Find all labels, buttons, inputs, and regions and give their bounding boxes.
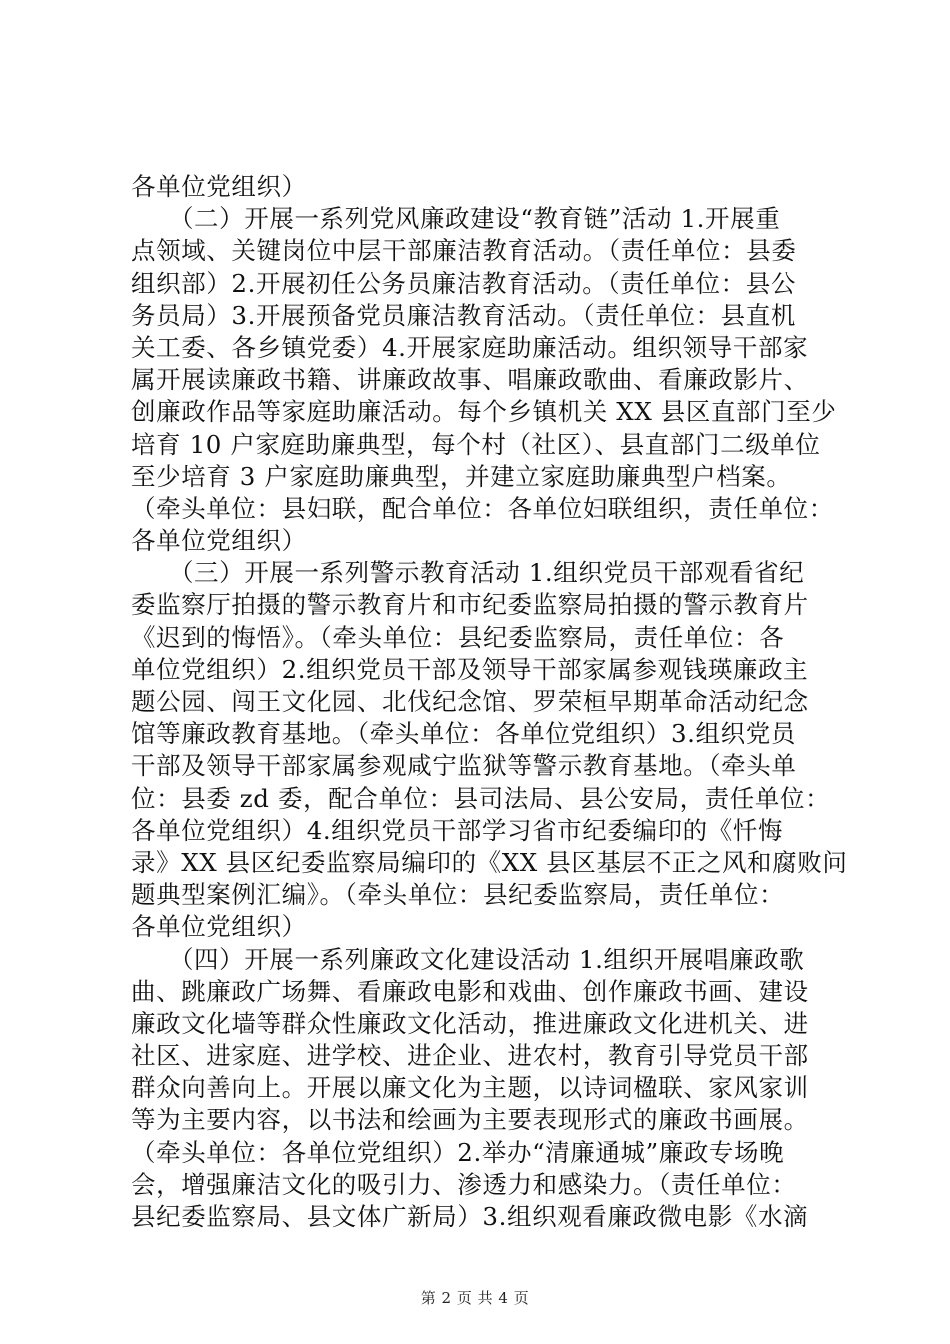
text-line: 会，增强廉洁文化的吸引力、渗透力和感染力。（责任单位： (131, 1169, 797, 1199)
text-line: 关工委、各乡镇党委）4.开展家庭助廉活动。组织领导干部家 (131, 332, 809, 362)
text-line: 各单位党组织） (131, 526, 307, 556)
text-line: 属开展读廉政书籍、讲廉政故事、唱廉政歌曲、看廉政影片、 (131, 365, 809, 395)
text-line: 单位党组织）2.组织党员干部及领导干部家属参观钱瑛廉政主 (131, 654, 809, 684)
text-line: 《迟到的悔悟》。（牵头单位：县纪委监察局，责任单位：各 (131, 622, 785, 652)
text-line: 题典型案例汇编》。（牵头单位：县纪委监察局，责任单位： (131, 880, 785, 910)
text-line: 务员局）3.开展预备党员廉洁教育活动。（责任单位：县直机 (131, 300, 796, 330)
text-line: 点领域、关键岗位中层干部廉洁教育活动。（责任单位：县委 (131, 236, 797, 266)
text-line: 社区、进家庭、进学校、进企业、进农村，教育引导党员干部 (131, 1041, 809, 1071)
text-line: （牵头单位：各单位党组织）2.举办“清廉通城”廉政专场晚 (131, 1137, 785, 1167)
text-line: 位：县委 zd 委，配合单位：县司法局、县公安局，责任单位： (131, 783, 831, 813)
text-line: 群众向善向上。开展以廉文化为主题，以诗词楹联、家风家训 (131, 1073, 809, 1103)
text-line: 创廉政作品等家庭助廉活动。每个乡镇机关 XX 县区直部门至少 (131, 397, 837, 427)
text-line: 各单位党组织） (131, 912, 307, 942)
text-line: 至少培育 3 户家庭助廉典型，并建立家庭助廉典型户档案。 (131, 461, 792, 491)
text-line: 题公园、闯王文化园、北伐纪念馆、罗荣桓早期革命活动纪念 (131, 687, 809, 716)
text-line: （二）开展一系列党风廉政建设“教育链”活动 1.开展重 (131, 204, 781, 234)
text-line: 各单位党组织） (131, 172, 307, 201)
text-line: 干部及领导干部家属参观咸宁监狱等警示教育基地。（牵头单 (131, 751, 797, 781)
page-number-footer: 第 2 页 共 4 页 (420, 1289, 530, 1307)
text-line: （四）开展一系列廉政文化建设活动 1.组织开展唱廉政歌 (131, 944, 805, 974)
text-line: （牵头单位：县妇联，配合单位：各单位妇联组织，责任单位： (131, 493, 834, 523)
text-line: 各单位党组织）4.组织党员干部学习省市纪委编印的《忏悔 (131, 815, 784, 845)
text-line: （三）开展一系列警示教育活动 1.组织党员干部观看省纪 (131, 558, 805, 588)
text-line: 录》XX 县区纪委监察局编印的《XX 县区基层不正之风和腐败问 (131, 847, 848, 877)
text-line: 曲、跳廉政广场舞、看廉政电影和戏曲、创作廉政书画、建设 (131, 976, 809, 1006)
text-line: 馆等廉政教育基地。（牵头单位：各单位党组织）3.组织党员 (131, 719, 796, 749)
document-body (131, 171, 848, 1233)
text-line: 廉政文化墙等群众性廉政文化活动，推进廉政文化进机关、进 (131, 1008, 809, 1038)
text-line: 委监察厅拍摄的警示教育片和市纪委监察局拍摄的警示教育片 (131, 590, 809, 620)
text-line: 组织部）2.开展初任公务员廉洁教育活动。（责任单位：县公 (131, 268, 796, 298)
text-line: 县纪委监察局、县文体广新局）3.组织观看廉政微电影《水滴 (131, 1202, 809, 1231)
text-line: 等为主要内容，以书法和绘画为主要表现形式的廉政书画展。 (131, 1105, 809, 1135)
text-line: 培育 10 户家庭助廉典型，每个村（社区）、县直部门二级单位 (131, 429, 821, 459)
